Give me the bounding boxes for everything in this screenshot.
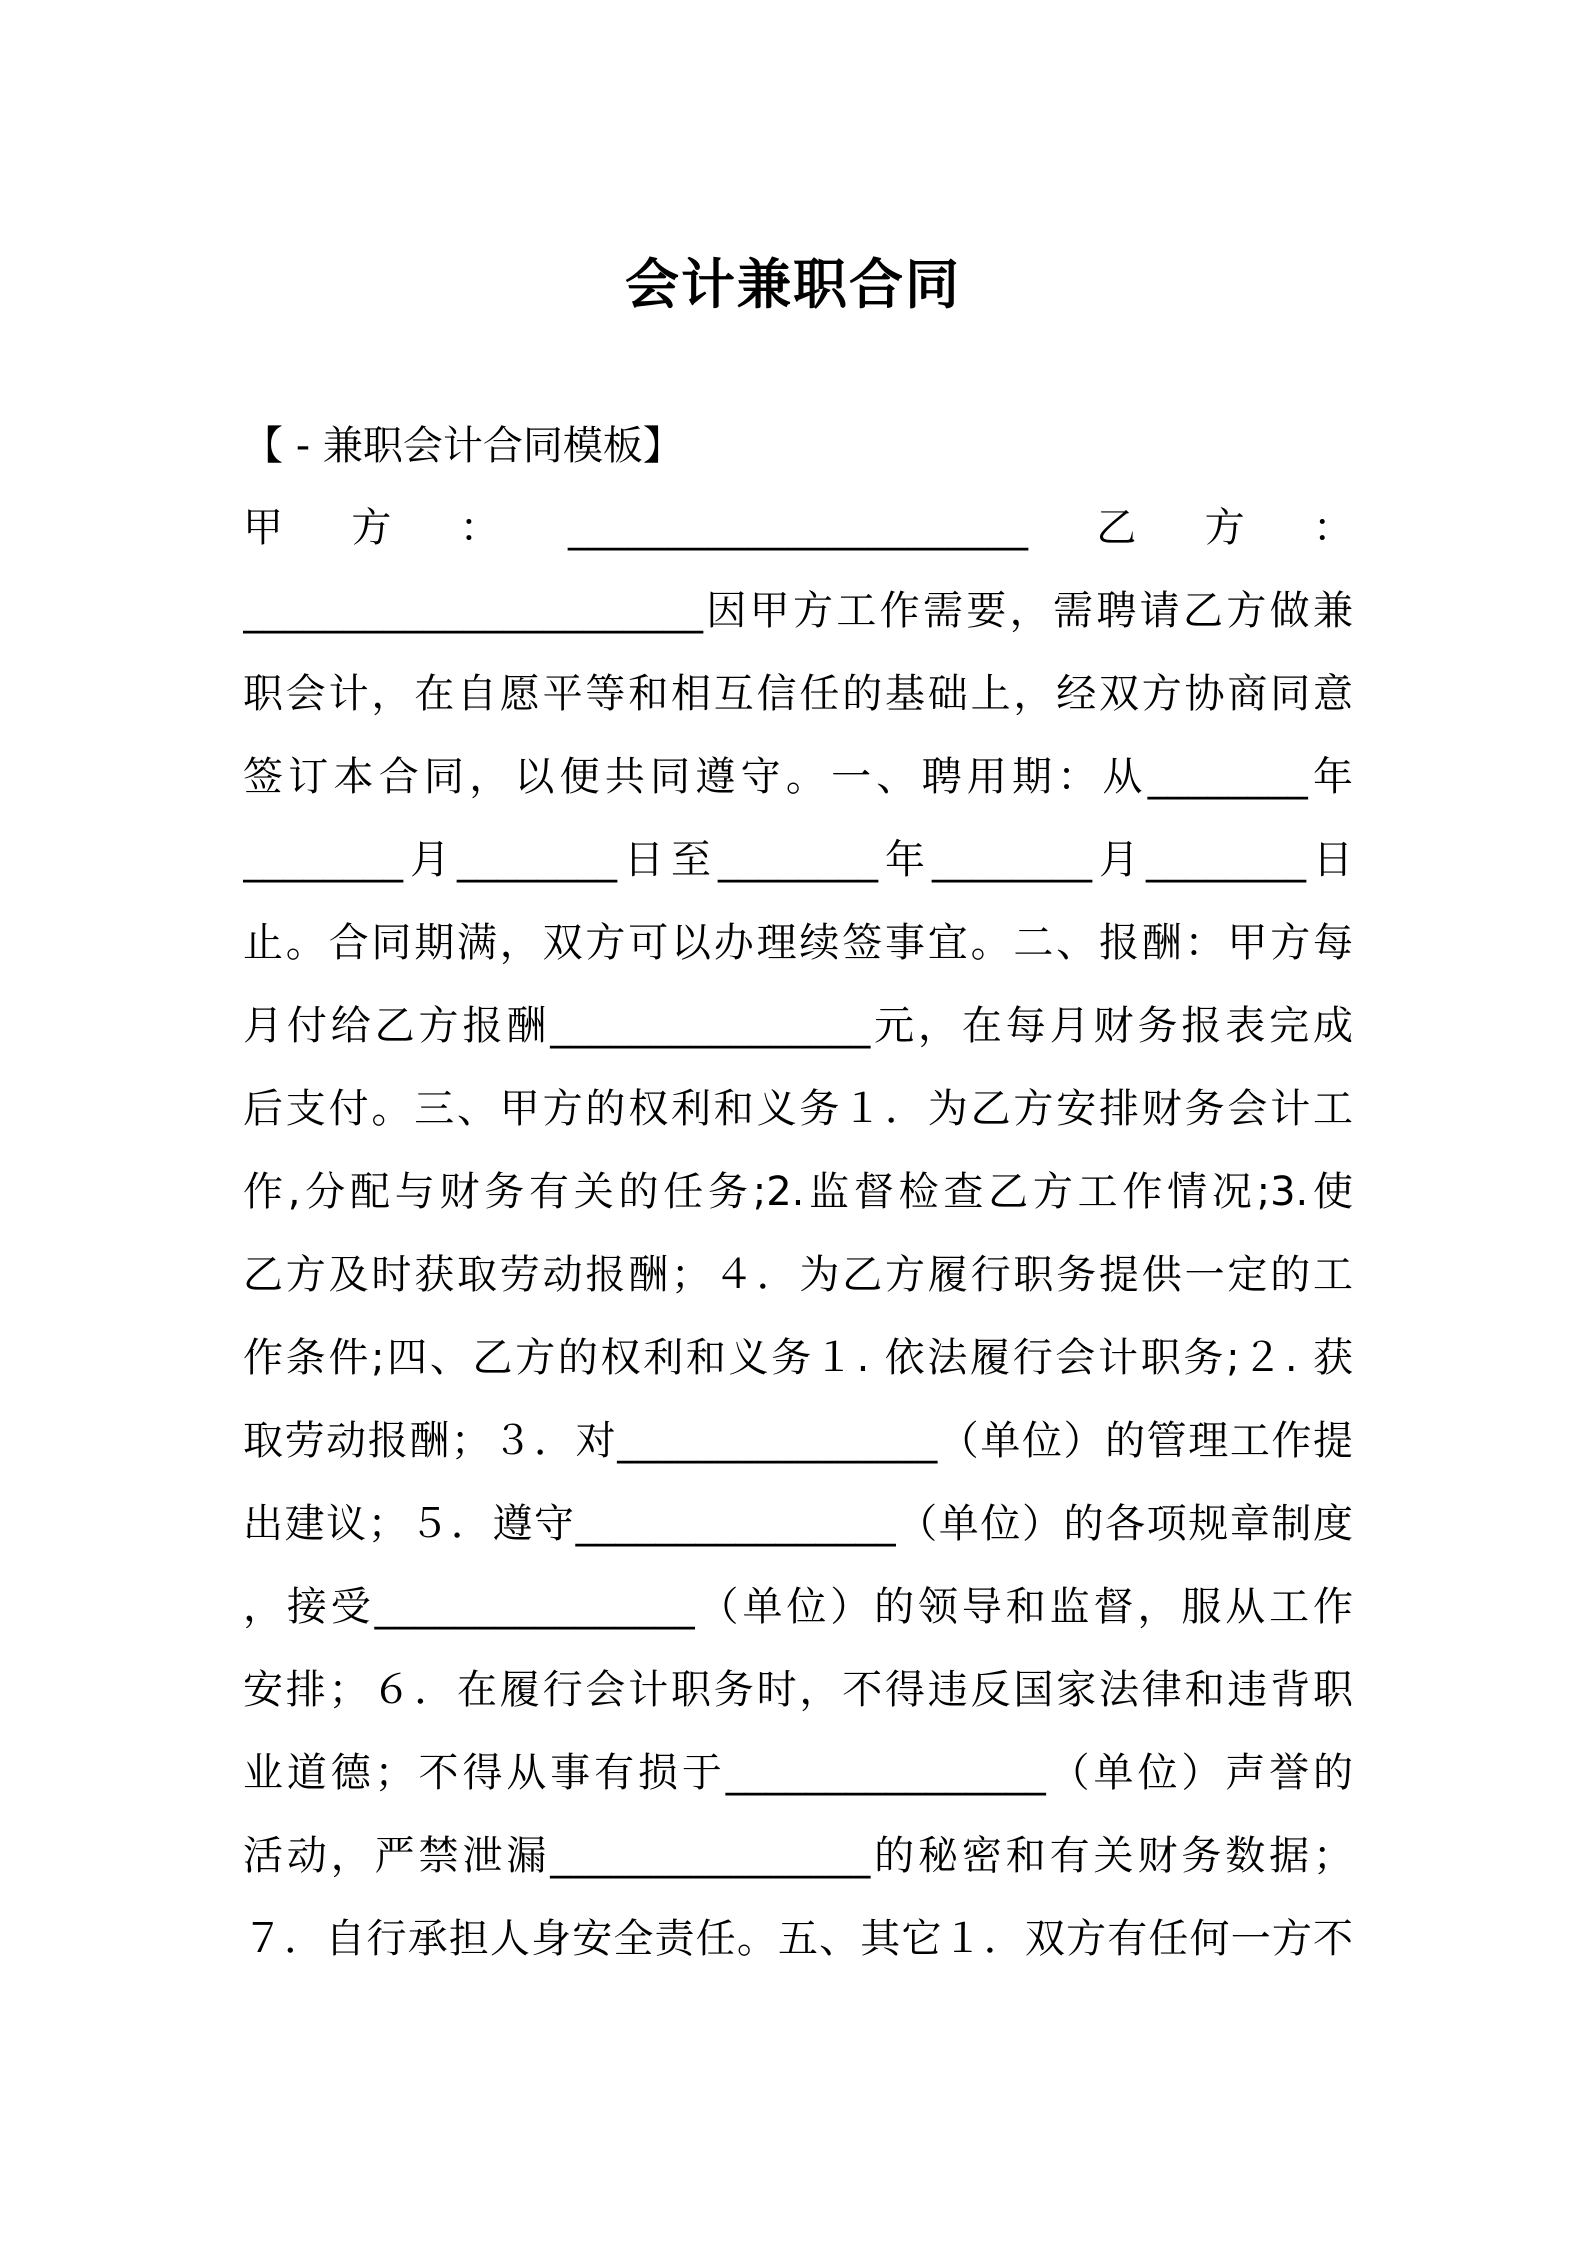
document-subtitle: 【 - 兼职会计合同模板】: [243, 423, 683, 469]
body-line: 乙方及时获取劳动报酬；４．为乙方履行职务提供一定的工: [243, 1252, 1353, 1298]
body-line: ________月________日至________年________月________日: [243, 837, 1353, 883]
body-line: 月付给乙方报酬________________元，在每月财务报表完成: [243, 1003, 1353, 1049]
body-line: 安排；６．在履行会计职务时，不得违反国家法律和违背职: [243, 1667, 1353, 1713]
party-a-colon: ：: [459, 505, 500, 551]
body-line: 后支付。三、甲方的权利和义务１．为乙方安排财务会计工: [243, 1086, 1353, 1132]
body-line: 业道德；不得从事有损于________________（单位）声誉的: [243, 1750, 1353, 1796]
party-b-char2: 方: [1204, 505, 1245, 551]
body-line: 作条件;四、乙方的权利和义务１. 依法履行会计职务;２. 获: [243, 1335, 1353, 1381]
body-line: 出建议；５．遵守________________（单位）的各项规章制度: [243, 1501, 1353, 1547]
body-line: 活动，严禁泄漏________________的秘密和有关财务数据；: [243, 1833, 1353, 1879]
body-line: ，接受________________（单位）的领导和监督，服从工作: [243, 1584, 1353, 1630]
body-line: 签订本合同，以便共同遵守。一、聘用期：从________年: [243, 754, 1353, 800]
body-line: 止。合同期满，双方可以办理续签事宜。二、报酬：甲方每: [243, 920, 1353, 966]
party-a-blank: _______________________: [567, 505, 1028, 551]
party-b-colon: ：: [1312, 505, 1353, 551]
document-title: 会计兼职合同: [625, 253, 961, 316]
body-line: ７．自行承担人身安全责任。五、其它１．双方有任何一方不: [243, 1916, 1353, 1962]
body-line: 作,分配与财务有关的任务;2.监督检查乙方工作情况;3.使: [243, 1169, 1353, 1215]
body-line: _______________________因甲方工作需要，需聘请乙方做兼: [243, 588, 1353, 634]
party-line: [243, 488, 1353, 568]
party-a-char2: 方: [351, 505, 392, 551]
party-b-char1: 乙: [1096, 505, 1137, 551]
body-line: 职会计，在自愿平等和相互信任的基础上，经双方协商同意: [243, 671, 1353, 717]
body-line: 取劳动报酬；３．对________________（单位）的管理工作提: [243, 1418, 1353, 1464]
party-a-char1: 甲: [243, 505, 283, 551]
